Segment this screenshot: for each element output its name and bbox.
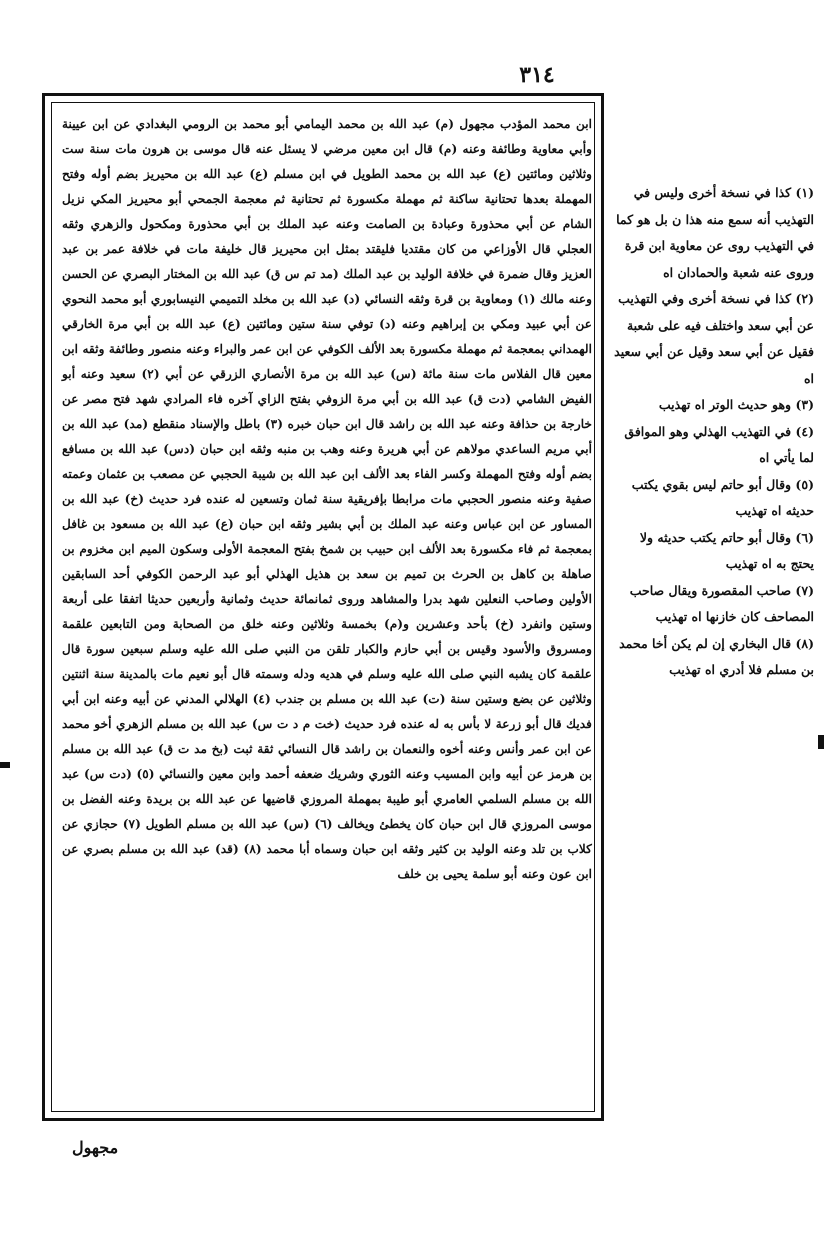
main-text-body: ابن محمد المؤدب مجهول (م) عبد الله بن محمد اليمامي أبو محمد بن الرومي البغدادي عن ابن عيينة وأبي معاوية وطائفة وعنه (م) قال ابن معين مرضي لا يسئل عنه قال موسى بن هرون مات سنة ست وثلاثين ومائتين (ع) عبد الله بن محمد الطويل في ابن مسلم (ع) عبد الله بن محيريز بضم أوله وفتح المهملة بعدها تحتانية ساكنة ثم مهملة مكسورة ثم تحتانية ثم معجمة الجمحي أبو محيريز المكي نزيل الشام عن أبي محذورة وعبادة بن الصامت وعنه عبد الملك بن أبي محذورة ومكحول والزهري وثقه العجلي قال الأوزاعي من كان مقتديا فليقتد بمثل ابن محيريز قال خليفة مات في خلافة عمر بن عبد العزيز وقال ضمرة في خلافة الوليد بن عبد الملك (مد تم س ق) عبد الله بن المختار البصري عن الحسن وعنه مالك (١) ومعاوية بن قرة وثقه النسائي (د) عبد الله بن مخلد التميمي النيسابوري أبو محمد النحوي عن أبي عبيد ومكي بن إبراهيم وعنه (د) توفي سنة ستين ومائتين (ع) عبد الله بن أبي مرة الخارقي الهمداني بمعجمة ثم مهملة مكسورة بعد الألف الكوفي عن ابن عمر والبراء وعنه منصور وطائفة وثقه ابن معين قال الفلاس مات سنة مائة (س) عبد الله بن مرة الأنصاري الزرقي عن أبي (٢) سعيد وعنه أبو الفيض الشامي (دت ق) عبد الله بن أبي مرة الزوفي بفتح الزاي آخره فاء المرادي شهد فتح مصر عن خارجة بن حذافة وعنه عبد الله بن راشد قال ابن حبان خبره (٣) باطل والإسناد منقطع (مد) عبد الله بن أبي مريم الساعدي مولاهم عن أبي هريرة وعنه وهب بن منبه وثقه ابن حبان (دس) عبد الله بن مسافع بضم أوله وفتح المهملة وكسر الفاء بعد الألف ابن عبد الله بن شيبة الحجبي عن مصعب بن عثمان وعمته صفية وعنه منصور الحجبي مات مرابطا بإفريقية سنة ثمان وتسعين له عنده فرد حديث (خ) عبد الله بن المساور عن ابن عباس وعنه عبد الملك بن أبي بشير وثقه ابن حبان (ع) عبد الله بن مسعود بن غافل بمعجمة ثم فاء مكسورة بعد الألف ابن حبيب بن شمخ بفتح المعجمة الأولى وسكون الميم ابن مخزوم بن صاهلة بن كاهل بن الحرث بن تميم بن سعد بن هذيل الهذلي أبو عبد الرحمن الكوفي أحد السابقين الأولين وصاحب النعلين شهد بدرا والمشاهد وروى ثمانمائة حديث وثمانية وأربعين حديثا اتفقا على أربعة وستين وانفرد (خ) بأحد وعشرين و(م) بخمسة وثلاثين وعنه خلق من الصحابة ومن التابعين علقمة ومسروق والأسود وقيس بن أبي حازم والكبار تلقن من النبي صلى الله عليه وسلم سبعين سورة قال علقمة كان يشبه النبي صلى الله عليه وسلم في هديه ودله وسمته قال أبو نعيم مات بالمدينة سنة اثنتين وثلاثين عن بضع وستين سنة (ت) عبد الله بن مسلم بن جندب (٤) الهلالي المدني عن أبيه وعنه ابن أبي فديك قال أبو زرعة لا بأس به له عنده فرد حديث (خت م د ت س) عبد الله بن مسلم الزهري أخو محمد عن ابن عمر وأنس وعنه أخوه والنعمان بن راشد قال النسائي ثقة ثبت (بخ مد ت ق) عبد الله بن مسلم بن هرمز عن أبيه وابن المسيب وعنه الثوري وشريك ضعفه أحمد وابن معين والنسائي (٥) (دت س) عبد الله بن مسلم السلمي العامري أبو طيبة بمهملة المروزي قاضيها عن عبد الله بن بريدة وعنه الفضل بن موسى المروزي قال ابن حبان كان يخطئ ويخالف (٦) (س) عبد الله بن مسلم الطويل (٧) حجازي عن كلاب بن تلد وعنه الوليد بن كثير وثقه ابن حبان وسماه أبا محمد (٨) (قد) عبد الله بن مسلم بصري عن ابن عون وعنه أبو سلمة يحيى بن خلف [62,117,593,881]
margin-note-2: (٢) كذا في نسخة أخرى وفي التهذيب عن أبي سعد واختلف فيه على شعبة فقيل عن أبي سعد وقيل عن أبي سعيد اه [614,291,814,386]
catchword: مجهول [72,1138,119,1157]
scan-edge-mark [0,762,10,768]
main-text-block [62,112,592,887]
margin-note-3: (٣) وهو حديث الوتر اه تهذيب [658,397,814,412]
margin-notes [614,180,814,684]
margin-note-5: (٥) وقال أبو حاتم ليس بقوي يكتب حديثه اه تهذيب [631,476,814,518]
margin-note-1: (١) كذا في نسخة أخرى وليس في التهذيب أنه سمع منه هذا ن بل هو كما في التهذيب روى عن معاوية ابن قرة وروى عنه شعبة والحمادان اه [616,185,814,280]
scan-edge-mark [818,735,824,749]
page-number: ٣١٤ [519,62,555,88]
margin-note-7: (٧) صاحب المقصورة ويقال صاحب المصاحف كان خازنها اه تهذيب [629,582,814,624]
margin-note-6: (٦) وقال أبو حاتم يكتب حديثه ولا يحتج به اه تهذيب [639,529,814,571]
margin-note-8: (٨) قال البخاري إن لم يكن أخا محمد بن مسلم فلا أدري اه تهذيب [619,635,814,677]
margin-note-4: (٤) في التهذيب الهذلي وهو الموافق لما يأتي اه [624,423,814,465]
